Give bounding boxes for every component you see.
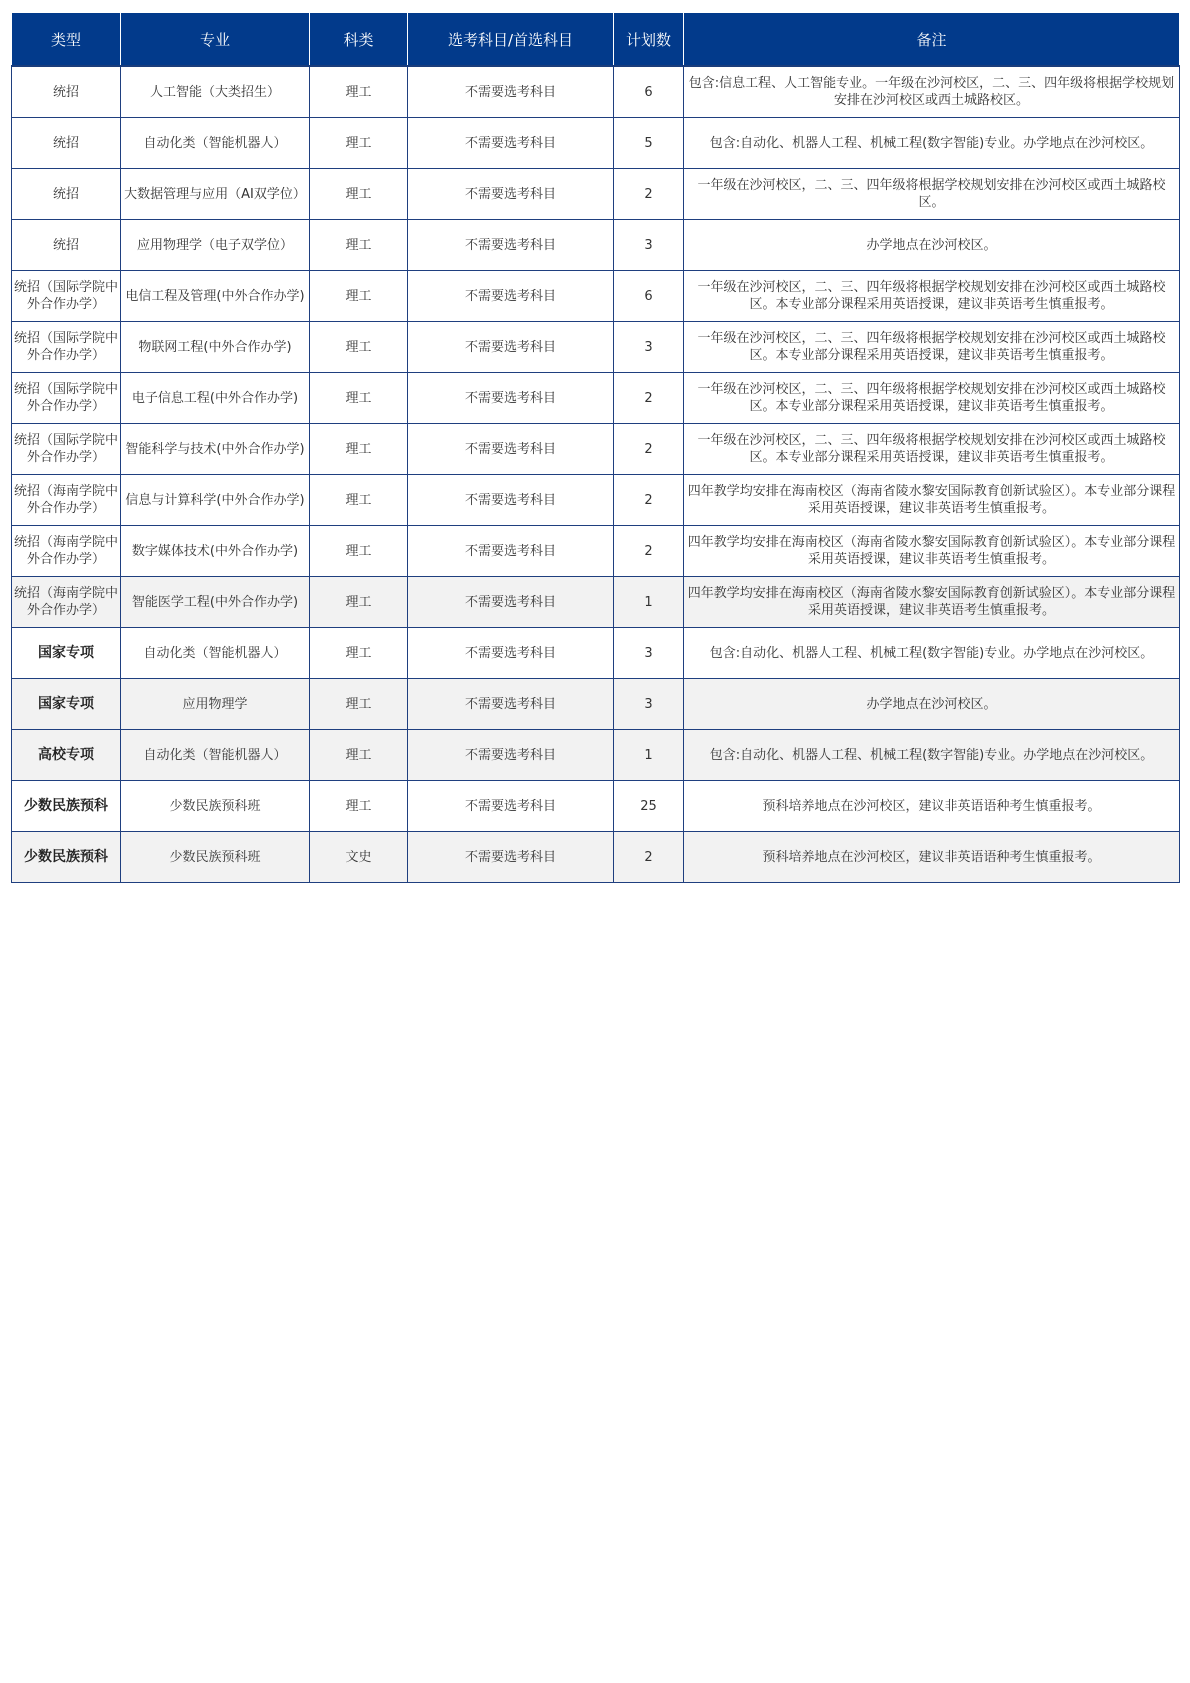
major-cell: 人工智能（大类招生） [121, 66, 310, 118]
type-cell: 统招 [12, 169, 121, 220]
note-cell: 包含:自动化、机器人工程、机械工程(数字智能)专业。办学地点在沙河校区。 [684, 730, 1180, 781]
category-cell: 理工 [310, 373, 408, 424]
table-row [12, 220, 1180, 271]
category-cell: 理工 [310, 577, 408, 628]
note-cell: 办学地点在沙河校区。 [684, 679, 1180, 730]
plan-cell: 3 [614, 322, 684, 373]
major-cell: 应用物理学（电子双学位） [121, 220, 310, 271]
major-cell: 少数民族预科班 [121, 832, 310, 883]
table-row [12, 781, 1180, 832]
major-cell: 智能科学与技术(中外合作办学) [121, 424, 310, 475]
header-note: 备注 [684, 13, 1180, 67]
category-cell: 理工 [310, 322, 408, 373]
subjects-cell: 不需要选考科目 [408, 220, 614, 271]
category-cell: 理工 [310, 220, 408, 271]
category-cell: 理工 [310, 781, 408, 832]
plan-cell: 6 [614, 271, 684, 322]
header-subjects: 选考科目/首选科目 [408, 13, 614, 67]
major-cell: 自动化类（智能机器人） [121, 628, 310, 679]
type-cell: 少数民族预科 [12, 832, 121, 883]
note-cell: 四年教学均安排在海南校区（海南省陵水黎安国际教育创新试验区）。本专业部分课程采用英语授课，建议非英语考生慎重报考。 [684, 577, 1180, 628]
subjects-cell: 不需要选考科目 [408, 118, 614, 169]
subjects-cell: 不需要选考科目 [408, 577, 614, 628]
subjects-cell: 不需要选考科目 [408, 271, 614, 322]
category-cell: 理工 [310, 169, 408, 220]
major-cell: 物联网工程(中外合作办学) [121, 322, 310, 373]
major-cell: 信息与计算科学(中外合作办学) [121, 475, 310, 526]
category-cell: 理工 [310, 66, 408, 118]
subjects-cell: 不需要选考科目 [408, 322, 614, 373]
type-cell: 统招 [12, 220, 121, 271]
table-row [12, 66, 1180, 118]
note-cell: 四年教学均安排在海南校区（海南省陵水黎安国际教育创新试验区）。本专业部分课程采用英语授课，建议非英语考生慎重报考。 [684, 526, 1180, 577]
subjects-cell: 不需要选考科目 [408, 832, 614, 883]
note-cell: 包含:自动化、机器人工程、机械工程(数字智能)专业。办学地点在沙河校区。 [684, 118, 1180, 169]
type-cell: 统招（海南学院中外合作办学） [12, 577, 121, 628]
note-cell: 预科培养地点在沙河校区，建议非英语语种考生慎重报考。 [684, 832, 1180, 883]
table-row [12, 169, 1180, 220]
major-cell: 自动化类（智能机器人） [121, 118, 310, 169]
header-type: 类型 [12, 13, 121, 67]
note-cell: 办学地点在沙河校区。 [684, 220, 1180, 271]
category-cell: 文史 [310, 832, 408, 883]
table-row [12, 271, 1180, 322]
category-cell: 理工 [310, 475, 408, 526]
plan-cell: 5 [614, 118, 684, 169]
plan-cell: 25 [614, 781, 684, 832]
subjects-cell: 不需要选考科目 [408, 679, 614, 730]
table-row [12, 679, 1180, 730]
header-plan: 计划数 [614, 13, 684, 67]
type-cell: 少数民族预科 [12, 781, 121, 832]
type-cell: 统招 [12, 118, 121, 169]
table-row [12, 118, 1180, 169]
subjects-cell: 不需要选考科目 [408, 730, 614, 781]
table-row [12, 526, 1180, 577]
type-cell: 统招（海南学院中外合作办学） [12, 475, 121, 526]
subjects-cell: 不需要选考科目 [408, 373, 614, 424]
category-cell: 理工 [310, 730, 408, 781]
enrollment-plan-table [11, 12, 1180, 883]
major-cell: 应用物理学 [121, 679, 310, 730]
subjects-cell: 不需要选考科目 [408, 526, 614, 577]
table-row [12, 424, 1180, 475]
plan-cell: 2 [614, 169, 684, 220]
header-major: 专业 [121, 13, 310, 67]
major-cell: 大数据管理与应用（AI双学位） [121, 169, 310, 220]
note-cell: 一年级在沙河校区，二、三、四年级将根据学校规划安排在沙河校区或西土城路校区。本专业部分课程采用英语授课，建议非英语考生慎重报考。 [684, 424, 1180, 475]
table-row [12, 832, 1180, 883]
category-cell: 理工 [310, 118, 408, 169]
type-cell: 国家专项 [12, 679, 121, 730]
note-cell: 一年级在沙河校区，二、三、四年级将根据学校规划安排在沙河校区或西土城路校区。本专业部分课程采用英语授课，建议非英语考生慎重报考。 [684, 373, 1180, 424]
type-cell: 统招 [12, 66, 121, 118]
type-cell: 统招（国际学院中外合作办学） [12, 271, 121, 322]
note-cell: 一年级在沙河校区，二、三、四年级将根据学校规划安排在沙河校区或西土城路校区。本专业部分课程采用英语授课，建议非英语考生慎重报考。 [684, 322, 1180, 373]
table-row [12, 628, 1180, 679]
note-cell: 预科培养地点在沙河校区，建议非英语语种考生慎重报考。 [684, 781, 1180, 832]
plan-cell: 1 [614, 577, 684, 628]
subjects-cell: 不需要选考科目 [408, 781, 614, 832]
category-cell: 理工 [310, 271, 408, 322]
plan-cell: 3 [614, 220, 684, 271]
major-cell: 数字媒体技术(中外合作办学) [121, 526, 310, 577]
type-cell: 统招（海南学院中外合作办学） [12, 526, 121, 577]
table-row [12, 475, 1180, 526]
subjects-cell: 不需要选考科目 [408, 475, 614, 526]
major-cell: 自动化类（智能机器人） [121, 730, 310, 781]
table-header-row [12, 13, 1180, 67]
plan-cell: 2 [614, 526, 684, 577]
table-row [12, 730, 1180, 781]
note-cell: 包含:自动化、机器人工程、机械工程(数字智能)专业。办学地点在沙河校区。 [684, 628, 1180, 679]
plan-cell: 6 [614, 66, 684, 118]
note-cell: 一年级在沙河校区，二、三、四年级将根据学校规划安排在沙河校区或西土城路校区。 [684, 169, 1180, 220]
major-cell: 智能医学工程(中外合作办学) [121, 577, 310, 628]
plan-cell: 3 [614, 679, 684, 730]
header-category: 科类 [310, 13, 408, 67]
table-row [12, 322, 1180, 373]
table-row [12, 373, 1180, 424]
table-row [12, 577, 1180, 628]
subjects-cell: 不需要选考科目 [408, 66, 614, 118]
type-cell: 国家专项 [12, 628, 121, 679]
type-cell: 统招（国际学院中外合作办学） [12, 373, 121, 424]
category-cell: 理工 [310, 424, 408, 475]
plan-cell: 1 [614, 730, 684, 781]
note-cell: 包含:信息工程、人工智能专业。一年级在沙河校区，二、三、四年级将根据学校规划安排在沙河校区或西土城路校区。 [684, 66, 1180, 118]
major-cell: 少数民族预科班 [121, 781, 310, 832]
category-cell: 理工 [310, 679, 408, 730]
subjects-cell: 不需要选考科目 [408, 424, 614, 475]
subjects-cell: 不需要选考科目 [408, 169, 614, 220]
plan-cell: 2 [614, 832, 684, 883]
plan-cell: 2 [614, 424, 684, 475]
category-cell: 理工 [310, 628, 408, 679]
subjects-cell: 不需要选考科目 [408, 628, 614, 679]
type-cell: 统招（国际学院中外合作办学） [12, 424, 121, 475]
plan-cell: 2 [614, 475, 684, 526]
major-cell: 电信工程及管理(中外合作办学) [121, 271, 310, 322]
category-cell: 理工 [310, 526, 408, 577]
type-cell: 高校专项 [12, 730, 121, 781]
plan-cell: 2 [614, 373, 684, 424]
major-cell: 电子信息工程(中外合作办学) [121, 373, 310, 424]
type-cell: 统招（国际学院中外合作办学） [12, 322, 121, 373]
note-cell: 一年级在沙河校区，二、三、四年级将根据学校规划安排在沙河校区或西土城路校区。本专业部分课程采用英语授课，建议非英语考生慎重报考。 [684, 271, 1180, 322]
plan-cell: 3 [614, 628, 684, 679]
note-cell: 四年教学均安排在海南校区（海南省陵水黎安国际教育创新试验区）。本专业部分课程采用英语授课，建议非英语考生慎重报考。 [684, 475, 1180, 526]
